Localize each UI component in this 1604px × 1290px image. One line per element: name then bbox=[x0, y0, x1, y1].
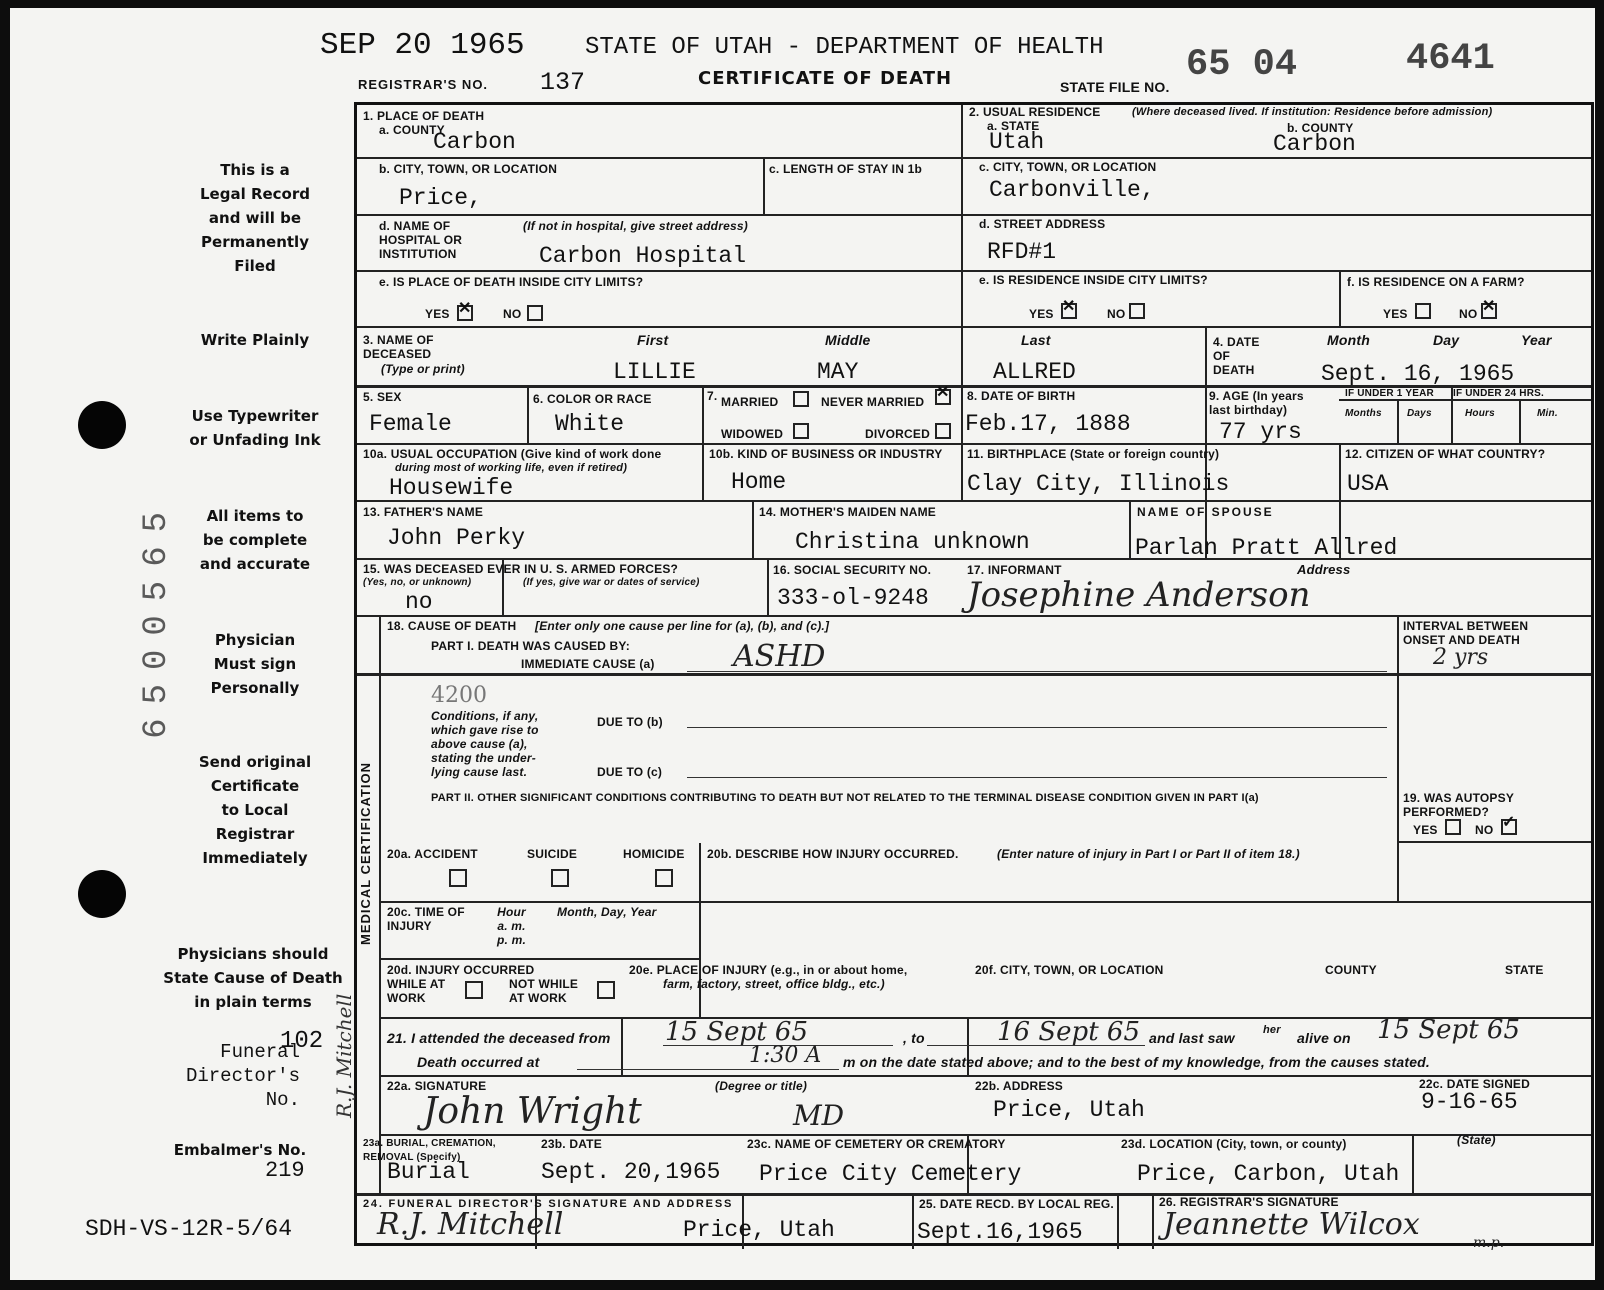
instruction-physician-sign: Physician Must sign Personally bbox=[210, 631, 300, 697]
death-yes-label: YES bbox=[425, 307, 450, 321]
residence-county: Carbon bbox=[1273, 131, 1356, 157]
instruction-complete: All items to be complete and accurate bbox=[199, 507, 311, 573]
check-x-icon: ✕ bbox=[1482, 298, 1496, 315]
interval-label: INTERVAL BETWEEN ONSET AND DEATH bbox=[1403, 619, 1529, 647]
widowed-checkbox[interactable] bbox=[793, 423, 809, 439]
residence-inside-limits-label: e. IS RESIDENCE INSIDE CITY LIMITS? bbox=[979, 273, 1208, 287]
birth-date: Feb.17, 1888 bbox=[965, 411, 1131, 437]
registrar-initials: m.p. bbox=[1473, 1235, 1505, 1251]
instruction-send-original: Send original Certificate to Local Registrar Immediately bbox=[198, 753, 312, 867]
never-married-checkbox[interactable] bbox=[935, 384, 951, 405]
farm-label: f. IS RESIDENCE ON A FARM? bbox=[1347, 275, 1525, 289]
homicide-checkbox[interactable] bbox=[655, 869, 673, 887]
occupation-label: 10a. USUAL OCCUPATION (Give kind of work done bbox=[363, 447, 662, 461]
burial: Burial bbox=[387, 1159, 470, 1185]
embalmer-label: Embalmer's No. bbox=[173, 1141, 307, 1159]
her-label: her bbox=[1263, 1024, 1281, 1036]
married-checkbox[interactable] bbox=[793, 391, 809, 407]
length-of-stay-label: c. LENGTH OF STAY IN 1b bbox=[769, 162, 923, 176]
immediate-cause-label: IMMEDIATE CAUSE (a) bbox=[521, 657, 655, 671]
burial-label: 23a. BURIAL, CREMATION, REMOVAL (Specify) bbox=[363, 1138, 496, 1163]
funeral-director-signature: R.J. Mitchell bbox=[377, 1207, 564, 1242]
injury-state-label: STATE bbox=[1505, 963, 1544, 977]
issuer: STATE OF UTAH - DEPARTMENT OF HEALTH bbox=[585, 34, 1104, 61]
injury-city-label: 20f. CITY, TOWN, OR LOCATION bbox=[975, 963, 1164, 977]
farm-yes-checkbox[interactable] bbox=[1415, 303, 1431, 319]
city-label: b. CITY, TOWN, OR LOCATION bbox=[379, 162, 558, 176]
age-label: 9. AGE (In years last birthday) bbox=[1209, 389, 1304, 417]
inside-city-limits-label: e. IS PLACE OF DEATH INSIDE CITY LIMITS? bbox=[379, 275, 644, 289]
date-signed-label: 22c. DATE SIGNED bbox=[1419, 1077, 1531, 1091]
farm-yes-label: YES bbox=[1383, 307, 1408, 321]
residence-city-label: c. CITY, TOWN, OR LOCATION bbox=[979, 160, 1157, 174]
punch-hole bbox=[78, 870, 126, 918]
first-name: LILLIE bbox=[613, 359, 696, 385]
mother-name: Christina unknown bbox=[795, 529, 1030, 555]
death-city: Price, bbox=[399, 185, 482, 211]
father-name: John Perky bbox=[387, 525, 526, 551]
residence-city: Carbonville, bbox=[989, 177, 1155, 203]
statement-label: m on the date stated above; and to the best of my knowledge, from the causes stated. bbox=[843, 1054, 1431, 1070]
interval: 2 yrs bbox=[1433, 645, 1489, 670]
alive-on-label: alive on bbox=[1297, 1030, 1351, 1046]
min-label: Min. bbox=[1537, 408, 1558, 419]
suicide-checkbox[interactable] bbox=[551, 869, 569, 887]
under-1-year-label: IF UNDER 1 YEAR bbox=[1345, 388, 1434, 399]
autopsy-no-checkbox[interactable] bbox=[1501, 814, 1517, 835]
hospital-label: d. NAME OF HOSPITAL OR INSTITUTION bbox=[379, 219, 463, 261]
state-parenthetical: (State) bbox=[1457, 1133, 1496, 1147]
location-label: 23d. LOCATION (City, town, or county) bbox=[1121, 1137, 1347, 1151]
death-occurred-label: Death occurred at bbox=[417, 1054, 540, 1070]
burial-date: Sept. 20,1965 bbox=[541, 1159, 721, 1185]
death-county: Carbon bbox=[433, 129, 516, 155]
due-to-c-label: DUE TO (c) bbox=[597, 765, 663, 779]
informant-label: 17. INFORMANT bbox=[967, 563, 1062, 577]
death-inside-limits-no-checkbox[interactable] bbox=[527, 305, 543, 321]
usual-residence-note: (Where deceased lived. If institution: Residence before admission) bbox=[1132, 106, 1493, 118]
day-label: Day bbox=[1433, 332, 1460, 348]
instruction-write-plainly: Write Plainly bbox=[200, 331, 310, 349]
funeral-director-label: Funeral Director's No. bbox=[185, 1041, 300, 1111]
mother-label: 14. MOTHER'S MAIDEN NAME bbox=[759, 505, 937, 519]
embalmer-no: 219 bbox=[265, 1158, 305, 1183]
registrar-signature-label: 26. REGISTRAR'S SIGNATURE bbox=[1159, 1195, 1339, 1209]
due-to-b-label: DUE TO (b) bbox=[597, 715, 663, 729]
sex-label: 5. SEX bbox=[363, 390, 402, 404]
injury-description-note: (Enter nature of injury in Part I or Part II of item 18.) bbox=[997, 847, 1300, 861]
injury-description-label: 20b. DESCRIBE HOW INJURY OCCURRED. bbox=[707, 847, 959, 861]
immediate-cause: ASHD bbox=[733, 639, 826, 674]
not-at-work-checkbox[interactable] bbox=[597, 981, 615, 999]
physician-address-label: 22b. ADDRESS bbox=[975, 1079, 1063, 1093]
widowed-label: WIDOWED bbox=[721, 427, 784, 441]
state-file-no-a: 65 04 bbox=[1186, 44, 1298, 86]
filed-date: SEP 20 1965 bbox=[320, 28, 525, 63]
physician-signature: John Wright bbox=[423, 1091, 642, 1132]
industry-label: 10b. KIND OF BUSINESS OR INDUSTRY bbox=[709, 447, 943, 461]
punch-hole bbox=[78, 401, 126, 449]
death-time: 1:30 A bbox=[749, 1043, 822, 1068]
code-number: 4200 bbox=[431, 683, 487, 708]
vertical-file-number: 6500565 bbox=[138, 498, 176, 739]
spouse-name: Parlan Pratt Allred bbox=[1135, 535, 1398, 561]
type-or-print-note: (Type or print) bbox=[381, 362, 465, 376]
injury-occurred-label: 20d. INJURY OCCURRED bbox=[387, 963, 535, 977]
first-label: First bbox=[637, 332, 669, 348]
signature-label: 22a. SIGNATURE bbox=[387, 1079, 487, 1093]
date-received-label: 25. DATE RECD. BY LOCAL REG. bbox=[919, 1197, 1114, 1211]
occupation: Housewife bbox=[389, 475, 514, 501]
birthplace-label: 11. BIRTHPLACE (State or foreign country) bbox=[967, 447, 1220, 461]
part-two-label: PART II. OTHER SIGNIFICANT CONDITIONS CONTRIBUTING TO DEATH BUT NOT RELATED TO THE TERMINAL DISEASE CONDITION GIVEN IN PART I(a) bbox=[431, 792, 1259, 804]
funeral-director-no: 102 bbox=[280, 1028, 324, 1055]
attended-to: 16 Sept 65 bbox=[997, 1017, 1140, 1047]
registrar-no: 137 bbox=[540, 68, 586, 97]
accident-label: 20a. ACCIDENT bbox=[387, 847, 478, 861]
while-at-work-checkbox[interactable] bbox=[465, 981, 483, 999]
state-label: a. STATE bbox=[987, 119, 1040, 133]
autopsy-yes-checkbox[interactable] bbox=[1445, 819, 1461, 835]
marital-label-7: 7. bbox=[707, 389, 718, 403]
homicide-label: HOMICIDE bbox=[623, 847, 685, 861]
part-one-label: PART I. DEATH WAS CAUSED BY: bbox=[431, 639, 630, 653]
physician-address: Price, Utah bbox=[993, 1097, 1145, 1123]
last-label: Last bbox=[1021, 332, 1051, 348]
place-of-death-label: 1. PLACE OF DEATH bbox=[363, 109, 485, 123]
farm-no-label: NO bbox=[1459, 307, 1478, 321]
father-label: 13. FATHER'S NAME bbox=[363, 505, 484, 519]
not-at-work-label: NOT WHILE AT WORK bbox=[509, 977, 579, 1005]
state-file-no-label: STATE FILE NO. bbox=[1060, 79, 1170, 95]
attended-label: 21. I attended the deceased from bbox=[387, 1030, 611, 1046]
occupation-note: during most of working life, even if retired) bbox=[395, 462, 628, 474]
birthplace: Clay City, Illinois bbox=[967, 471, 1230, 497]
never-married-label: NEVER MARRIED bbox=[821, 395, 925, 409]
instruction-legal-record: This is a Legal Record and will be Permanently Filed bbox=[199, 161, 310, 275]
check-x-icon: ✕ bbox=[936, 384, 950, 401]
street-address-label: d. STREET ADDRESS bbox=[979, 217, 1106, 231]
race-label: 6. COLOR OR RACE bbox=[533, 392, 652, 406]
hospital-name: Carbon Hospital bbox=[539, 243, 747, 269]
hours-label: Hours bbox=[1465, 408, 1495, 419]
month-day-year-label: Month, Day, Year bbox=[557, 905, 657, 919]
armed-forces: no bbox=[405, 589, 433, 615]
conditions-note: Conditions, if any, which gave rise to above cause (a), stating the under- lying cause last. bbox=[431, 709, 539, 779]
birth-date-label: 8. DATE OF BIRTH bbox=[967, 389, 1076, 403]
citizen: USA bbox=[1347, 471, 1389, 497]
last-seen: 15 Sept 65 bbox=[1377, 1015, 1520, 1045]
accident-checkbox[interactable] bbox=[449, 869, 467, 887]
industry: Home bbox=[731, 469, 787, 495]
death-no-label: NO bbox=[503, 307, 522, 321]
residence-state: Utah bbox=[989, 129, 1045, 155]
autopsy-yes-label: YES bbox=[1413, 823, 1438, 837]
place-of-injury-note: farm, factory, street, office bldg., etc.) bbox=[663, 977, 885, 991]
death-inside-limits-yes-checkbox[interactable] bbox=[457, 300, 473, 321]
date-signed: 9-16-65 bbox=[1421, 1089, 1518, 1115]
ssn-label: 16. SOCIAL SECURITY NO. bbox=[773, 563, 932, 577]
suicide-label: SUICIDE bbox=[527, 847, 578, 861]
place-of-injury-label: 20e. PLACE OF INJURY (e.g., in or about home, bbox=[629, 963, 908, 977]
spouse-label: NAME OF SPOUSE bbox=[1137, 505, 1274, 519]
cause-note: [Enter only one cause per line for (a), (b), and (c).] bbox=[535, 619, 830, 633]
certificate-title: CERTIFICATE OF DEATH bbox=[698, 68, 953, 89]
middle-name: MAY bbox=[817, 359, 859, 385]
months-label: Months bbox=[1345, 408, 1382, 419]
ssn: 333-ol-9248 bbox=[777, 585, 929, 611]
street-address: RFD#1 bbox=[987, 239, 1057, 265]
registrar-signature: Jeannette Wilcox bbox=[1163, 1207, 1420, 1242]
instruction-typewriter: Use Typewriter or Unfading Ink bbox=[189, 407, 321, 449]
registrar-no-label: REGISTRAR'S NO. bbox=[358, 77, 489, 92]
divorced-checkbox[interactable] bbox=[935, 423, 951, 439]
certificate-form bbox=[354, 102, 1594, 1251]
check-mark-icon: ✓ bbox=[1502, 814, 1516, 831]
form-code: SDH-VS-12R-5/64 bbox=[85, 1216, 293, 1242]
last-name: ALLRED bbox=[993, 359, 1076, 385]
month-label: Month bbox=[1327, 332, 1370, 348]
sex: Female bbox=[369, 411, 452, 437]
citizen-label: 12. CITIZEN OF WHAT COUNTRY? bbox=[1345, 447, 1546, 461]
hospital-note: (If not in hospital, give street address) bbox=[523, 219, 748, 233]
attended-from: 15 Sept 65 bbox=[665, 1017, 808, 1047]
funeral-director-address: Price, Utah bbox=[683, 1217, 835, 1243]
time-of-injury-label: 20c. TIME OF INJURY bbox=[387, 905, 465, 933]
armed-forces-note: (Yes, no, or unknown) bbox=[363, 577, 472, 588]
residence-inside-limits-yes-checkbox[interactable] bbox=[1061, 298, 1077, 319]
informant-signature: Josephine Anderson bbox=[967, 575, 1311, 615]
date-of-death: Sept. 16, 1965 bbox=[1321, 361, 1515, 387]
while-at-work-label: WHILE AT WORK bbox=[387, 977, 446, 1005]
res-no-label: NO bbox=[1107, 307, 1126, 321]
date-of-death-label: 4. DATE OF DEATH bbox=[1213, 335, 1260, 377]
county-label: a. COUNTY bbox=[379, 123, 445, 137]
medical-certification-label: MEDICAL CERTIFICATION bbox=[358, 761, 373, 945]
armed-forces-label: 15. WAS DECEASED EVER IN U. S. ARMED FORCES? bbox=[363, 562, 679, 576]
address-label: Address bbox=[1297, 562, 1351, 577]
state-file-no-b: 4641 bbox=[1406, 38, 1495, 80]
burial-date-label: 23b. DATE bbox=[541, 1137, 602, 1151]
hour-label: Hour a. m. p. m. bbox=[497, 905, 527, 947]
degree-label: (Degree or title) bbox=[715, 1079, 808, 1093]
to-label: , to bbox=[903, 1030, 925, 1046]
residence-inside-limits-no-checkbox[interactable] bbox=[1129, 303, 1145, 319]
cause-label: 18. CAUSE OF DEATH bbox=[387, 619, 517, 633]
middle-label: Middle bbox=[825, 332, 871, 348]
age: 77 yrs bbox=[1219, 419, 1302, 445]
cemetery-label: 23c. NAME OF CEMETERY OR CREMATORY bbox=[747, 1137, 1006, 1151]
farm-no-checkbox[interactable] bbox=[1481, 298, 1497, 319]
funeral-director-signature-label: 24. FUNERAL DIRECTOR'S SIGNATURE AND ADDRESS bbox=[363, 1198, 734, 1210]
physician-degree: MD bbox=[793, 1099, 845, 1132]
divorced-label: DIVORCED bbox=[865, 427, 930, 441]
autopsy-label: 19. WAS AUTOPSY PERFORMED? bbox=[1403, 791, 1515, 819]
res-yes-label: YES bbox=[1029, 307, 1054, 321]
days-label: Days bbox=[1407, 408, 1432, 419]
usual-residence-label: 2. USUAL RESIDENCE bbox=[969, 105, 1101, 119]
injury-county-label: COUNTY bbox=[1325, 963, 1377, 977]
certificate-page bbox=[10, 8, 1595, 1280]
autopsy-no-label: NO bbox=[1475, 823, 1494, 837]
check-x-icon: ✕ bbox=[1062, 298, 1076, 315]
cemetery: Price City Cemetery bbox=[759, 1161, 1022, 1187]
residence-county-label: b. COUNTY bbox=[1287, 121, 1354, 135]
name-label: 3. NAME OF DECEASED bbox=[363, 333, 434, 361]
last-saw-label: and last saw bbox=[1149, 1030, 1235, 1046]
armed-forces-note-b: (If yes, give war or dates of service) bbox=[523, 577, 700, 588]
year-label: Year bbox=[1521, 332, 1552, 348]
instruction-plain-terms: Physicians should State Cause of Death in plain terms bbox=[163, 945, 343, 1011]
under-24-hours-label: IF UNDER 24 HRS. bbox=[1453, 388, 1544, 399]
burial-location: Price, Carbon, Utah bbox=[1137, 1161, 1400, 1187]
margin-scrawl: R.J. Mitchell bbox=[332, 993, 356, 1118]
check-x-icon: ✕ bbox=[458, 300, 472, 317]
married-label: MARRIED bbox=[721, 395, 779, 409]
date-received: Sept.16,1965 bbox=[917, 1219, 1083, 1245]
race: White bbox=[555, 411, 625, 437]
